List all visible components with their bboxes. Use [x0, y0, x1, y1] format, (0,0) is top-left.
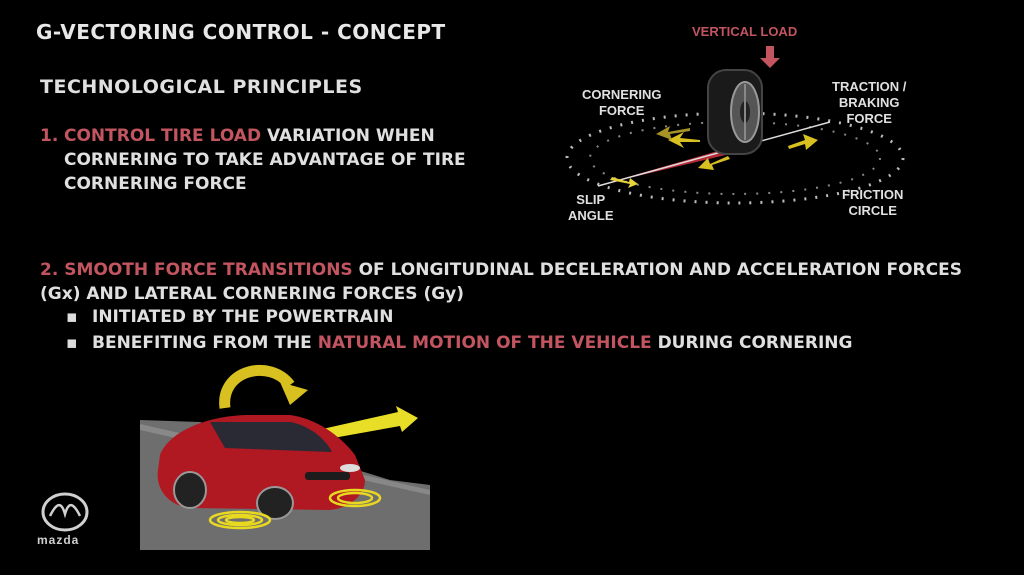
friction-circle-label: FRICTION CIRCLE: [842, 187, 904, 218]
bullet-item: [66, 330, 852, 356]
bullet-text: INITIATED BY THE POWERTRAIN: [92, 307, 394, 327]
cornering-force-label: CORNERING FORCE: [582, 87, 662, 118]
traction-braking-label: TRACTION / BRAKING FORCE: [832, 79, 907, 126]
bullet-glyph: ▪: [66, 333, 78, 353]
bullet-item: [66, 304, 852, 330]
car-illustration: [140, 360, 430, 550]
principle-2-highlight: SMOOTH FORCE TRANSITIONS: [64, 260, 353, 280]
principle-2-line2: (Gx) AND LATERAL CORNERING FORCES (Gy): [40, 284, 465, 304]
principle-1-text: VARIATION WHEN: [261, 126, 435, 146]
slide-subtitle: TECHNOLOGICAL PRINCIPLES: [40, 76, 363, 98]
curved-arrow-icon: [225, 370, 308, 408]
principle-1: [40, 124, 510, 196]
car-svg: [140, 360, 430, 550]
bullet-text: BENEFITING FROM THE NATURAL MOTION OF THE VEHICLE DURING CORNERING: [92, 333, 853, 353]
principle-1-highlight: CONTROL TIRE LOAD: [64, 126, 262, 146]
cornering-force-arrow: [668, 132, 700, 148]
principle-1-line3: CORNERING FORCE: [64, 174, 247, 194]
slip-angle-label: SLIP ANGLE: [568, 192, 614, 223]
principle-1-number: 1.: [40, 126, 59, 146]
principle-2: [40, 258, 1000, 306]
tire-icon: [708, 70, 762, 154]
mazda-wordmark: mazda: [37, 533, 80, 547]
vertical-load-arrow: [760, 46, 780, 68]
tire-force-diagram: [560, 24, 910, 228]
principle-1-line2: CORNERING TO TAKE ADVANTAGE OF TIRE: [64, 150, 466, 170]
bullet-list: [66, 304, 852, 356]
principle-2-number: 2.: [40, 260, 59, 280]
slide-title: G-VECTORING CONTROL - CONCEPT: [36, 20, 446, 44]
bullet-highlight: NATURAL MOTION OF THE VEHICLE: [317, 333, 652, 353]
bullet-glyph: ▪: [66, 307, 78, 327]
principle-2-text: OF LONGITUDINAL DECELERATION AND ACCELERATION FORCES: [352, 260, 962, 280]
vertical-load-label: VERTICAL LOAD: [692, 24, 798, 39]
traction-force-arrow: [788, 134, 818, 150]
